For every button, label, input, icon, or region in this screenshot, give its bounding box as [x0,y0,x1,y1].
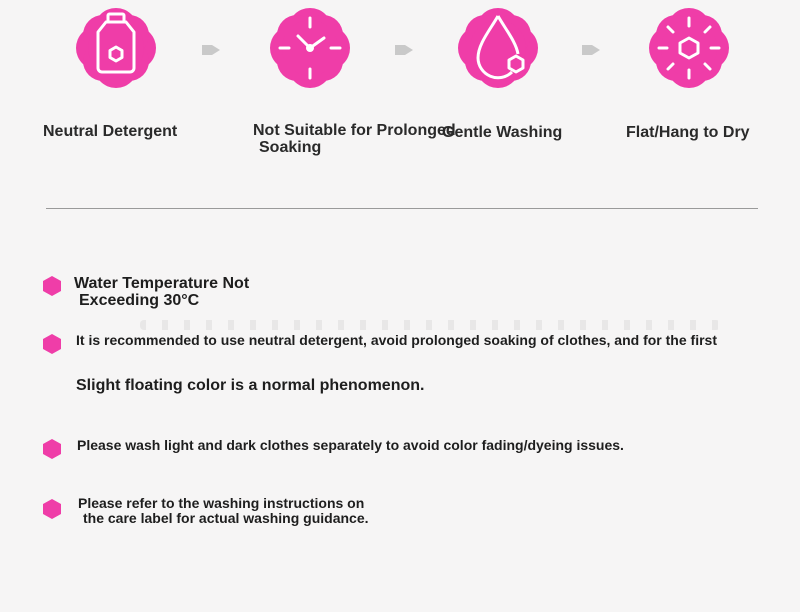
note-temperature [74,275,249,309]
note-separate-wash: Please wash light and dark clothes separately to avoid color fading/dyeing issues. [77,437,624,453]
step-label-neutral-detergent: Neutral Detergent [43,123,178,140]
arrow-right-icon [393,42,415,58]
divider [46,208,758,209]
note-temperature-line1: Water Temperature Not [74,275,250,292]
note-care-label-line2: the care label for actual washing guidance. [83,510,369,526]
bullet-icon [41,333,63,355]
faded-text-strip [140,320,720,330]
clock-icon [262,0,358,96]
step-label-line2: Soaking [259,139,322,156]
note-temperature-line2: Exceeding 30°C [79,292,200,309]
arrow-right-icon [580,42,602,58]
bullet-icon [41,275,63,297]
note-care-label [78,496,369,526]
step-label-line1: Not Suitable for Prolonged [253,122,456,139]
bullet-icon [41,498,63,520]
note-care-label-line1: Please refer to the washing instructions on [78,495,365,511]
sun-icon [641,0,737,96]
detergent-bottle-icon [68,0,164,96]
step-label-flat-hang-dry: Flat/Hang to Dry [626,124,750,141]
step-label-not-suitable-soaking [253,122,456,156]
step-label-gentle-washing: Gentle Washing [442,124,563,141]
arrow-right-icon [200,42,222,58]
note-floating-color: Slight floating color is a normal phenomenon. [76,377,425,394]
note-recommendation: It is recommended to use neutral detergent, avoid prolonged soaking of clothes, and for the first [76,332,717,348]
water-drop-icon [450,0,546,96]
bullet-icon [41,438,63,460]
